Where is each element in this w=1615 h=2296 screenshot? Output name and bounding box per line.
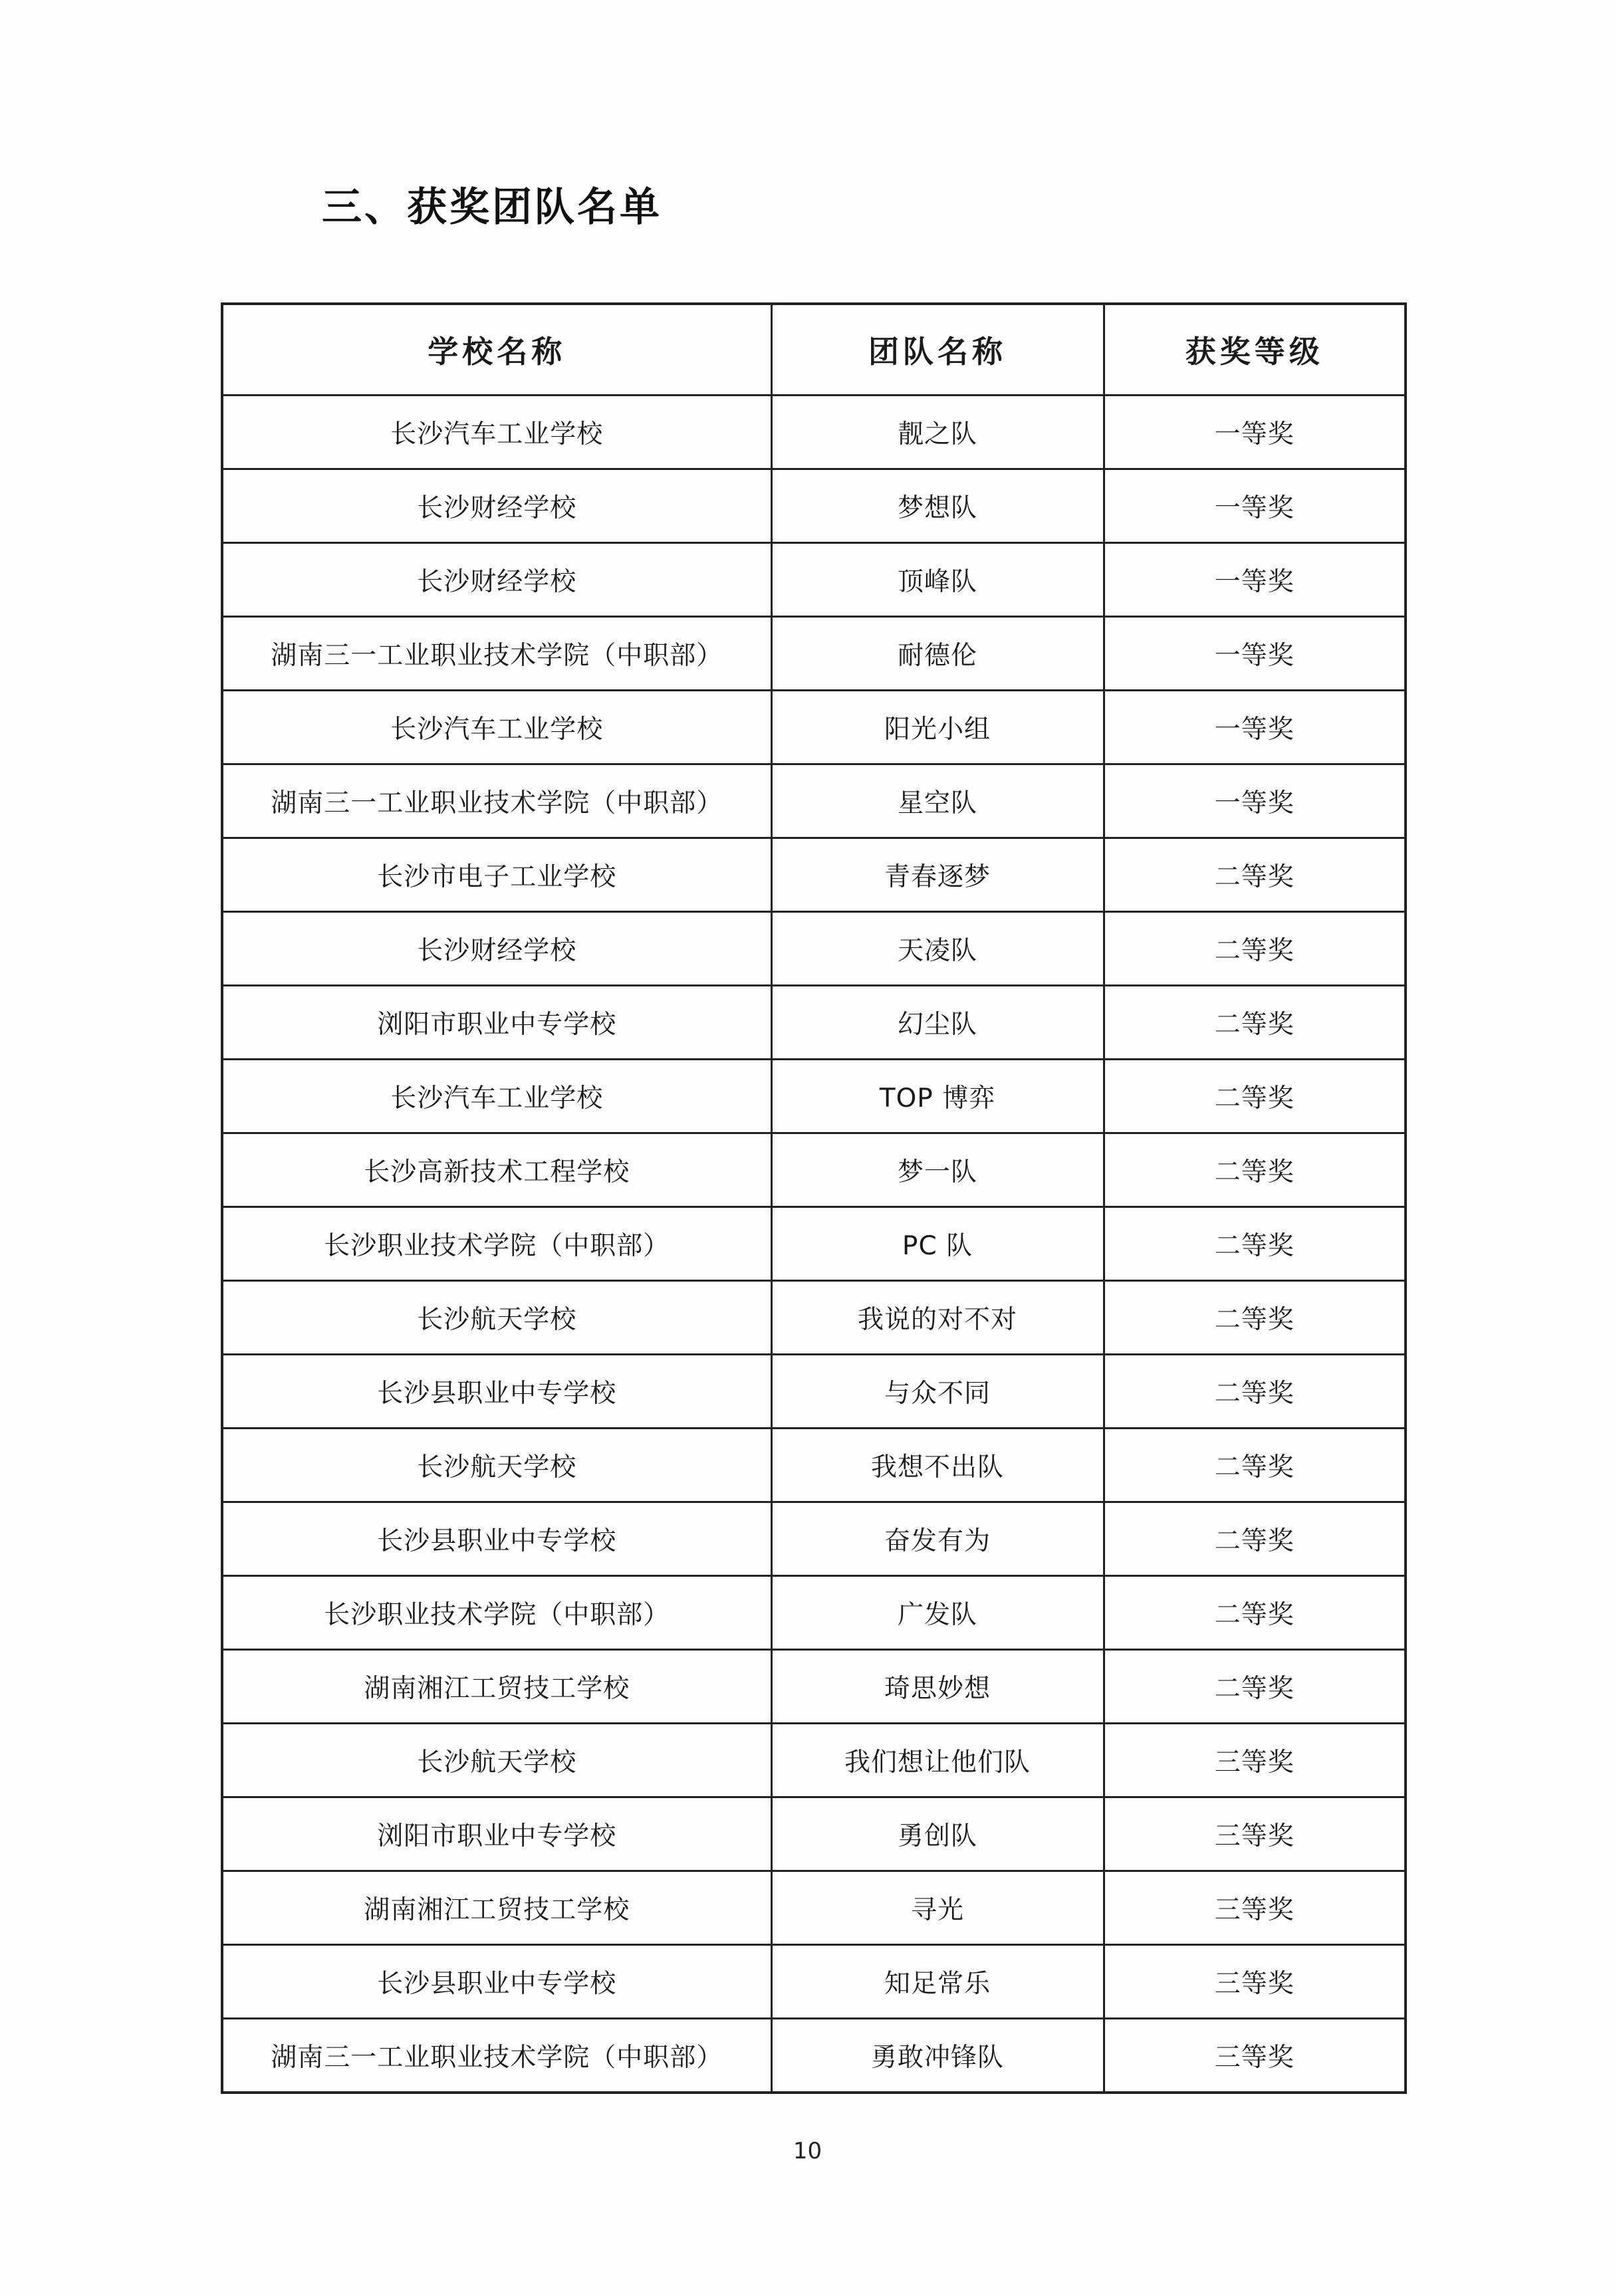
team-name-cell: 我说的对不对: [771, 1281, 1104, 1355]
team-name-cell: 梦想队: [771, 469, 1104, 543]
table-row: [222, 543, 1406, 617]
header-award-level: 获奖等级: [1104, 304, 1406, 396]
team-name-cell: PC 队: [771, 1207, 1104, 1281]
table-row: [222, 764, 1406, 838]
award-level-cell: 二等奖: [1104, 1133, 1406, 1207]
table-row: [222, 396, 1406, 469]
table-row: [222, 469, 1406, 543]
table-row: [222, 1650, 1406, 1724]
award-level-cell: 三等奖: [1104, 1797, 1406, 1871]
school-name-cell: 长沙高新技术工程学校: [222, 1133, 771, 1207]
table-row: [222, 1576, 1406, 1650]
award-level-cell: 二等奖: [1104, 1355, 1406, 1429]
award-level-cell: 二等奖: [1104, 1576, 1406, 1650]
team-name-cell: TOP 博弈: [771, 1060, 1104, 1133]
school-name-cell: 长沙财经学校: [222, 469, 771, 543]
table-row: [222, 1797, 1406, 1871]
award-level-cell: 二等奖: [1104, 1207, 1406, 1281]
table-row: [222, 617, 1406, 691]
award-level-cell: 一等奖: [1104, 617, 1406, 691]
table-row: [222, 1355, 1406, 1429]
team-name-cell: 顶峰队: [771, 543, 1104, 617]
school-name-cell: 长沙财经学校: [222, 912, 771, 986]
team-name-cell: 靓之队: [771, 396, 1104, 469]
table-body: [222, 396, 1406, 2093]
school-name-cell: 长沙县职业中专学校: [222, 1502, 771, 1576]
table-row: [222, 1133, 1406, 1207]
team-name-cell: 琦思妙想: [771, 1650, 1104, 1724]
table-row: [222, 2019, 1406, 2093]
table-row: [222, 1281, 1406, 1355]
table-row: [222, 1502, 1406, 1576]
award-level-cell: 二等奖: [1104, 1281, 1406, 1355]
team-name-cell: 天凌队: [771, 912, 1104, 986]
table-row: [222, 1429, 1406, 1502]
school-name-cell: 湖南三一工业职业技术学院（中职部）: [222, 2019, 771, 2093]
award-level-cell: 二等奖: [1104, 838, 1406, 912]
table-row: [222, 1871, 1406, 1945]
team-name-cell: 阳光小组: [771, 691, 1104, 764]
team-name-cell: 耐德伦: [771, 617, 1104, 691]
table-row: [222, 1724, 1406, 1797]
award-level-cell: 三等奖: [1104, 1724, 1406, 1797]
team-name-cell: 星空队: [771, 764, 1104, 838]
school-name-cell: 长沙职业技术学院（中职部）: [222, 1207, 771, 1281]
school-name-cell: 浏阳市职业中专学校: [222, 1797, 771, 1871]
award-level-cell: 一等奖: [1104, 764, 1406, 838]
team-name-cell: 奋发有为: [771, 1502, 1104, 1576]
award-level-cell: 二等奖: [1104, 1502, 1406, 1576]
table-header-row: [222, 304, 1406, 396]
award-level-cell: 三等奖: [1104, 2019, 1406, 2093]
school-name-cell: 长沙县职业中专学校: [222, 1945, 771, 2019]
school-name-cell: 长沙职业技术学院（中职部）: [222, 1576, 771, 1650]
table-row: [222, 691, 1406, 764]
school-name-cell: 长沙汽车工业学校: [222, 396, 771, 469]
header-team-name: 团队名称: [771, 304, 1104, 396]
school-name-cell: 长沙市电子工业学校: [222, 838, 771, 912]
table-row: [222, 1945, 1406, 2019]
school-name-cell: 长沙航天学校: [222, 1429, 771, 1502]
team-name-cell: 广发队: [771, 1576, 1104, 1650]
award-level-cell: 二等奖: [1104, 986, 1406, 1060]
table-row: [222, 1060, 1406, 1133]
award-level-cell: 三等奖: [1104, 1945, 1406, 2019]
award-level-cell: 二等奖: [1104, 912, 1406, 986]
school-name-cell: 长沙汽车工业学校: [222, 691, 771, 764]
team-name-cell: 梦一队: [771, 1133, 1104, 1207]
award-level-cell: 二等奖: [1104, 1650, 1406, 1724]
table-row: [222, 986, 1406, 1060]
school-name-cell: 湖南三一工业职业技术学院（中职部）: [222, 617, 771, 691]
team-name-cell: 我想不出队: [771, 1429, 1104, 1502]
team-name-cell: 幻尘队: [771, 986, 1104, 1060]
award-level-cell: 三等奖: [1104, 1871, 1406, 1945]
award-level-cell: 二等奖: [1104, 1060, 1406, 1133]
page-number: 10: [793, 2138, 822, 2164]
section-title: 三、获奖团队名单: [322, 184, 662, 231]
award-teams-table: [221, 302, 1407, 2094]
team-name-cell: 与众不同: [771, 1355, 1104, 1429]
table-row: [222, 838, 1406, 912]
table-row: [222, 1207, 1406, 1281]
award-level-cell: 二等奖: [1104, 1429, 1406, 1502]
award-level-cell: 一等奖: [1104, 396, 1406, 469]
school-name-cell: 湖南三一工业职业技术学院（中职部）: [222, 764, 771, 838]
school-name-cell: 长沙汽车工业学校: [222, 1060, 771, 1133]
team-name-cell: 青春逐梦: [771, 838, 1104, 912]
school-name-cell: 湖南湘江工贸技工学校: [222, 1871, 771, 1945]
award-level-cell: 一等奖: [1104, 691, 1406, 764]
team-name-cell: 勇创队: [771, 1797, 1104, 1871]
award-level-cell: 一等奖: [1104, 543, 1406, 617]
table-row: [222, 912, 1406, 986]
award-level-cell: 一等奖: [1104, 469, 1406, 543]
school-name-cell: 长沙航天学校: [222, 1724, 771, 1797]
team-name-cell: 寻光: [771, 1871, 1104, 1945]
school-name-cell: 长沙财经学校: [222, 543, 771, 617]
team-name-cell: 知足常乐: [771, 1945, 1104, 2019]
school-name-cell: 湖南湘江工贸技工学校: [222, 1650, 771, 1724]
team-name-cell: 我们想让他们队: [771, 1724, 1104, 1797]
header-school-name: 学校名称: [222, 304, 771, 396]
school-name-cell: 长沙航天学校: [222, 1281, 771, 1355]
school-name-cell: 长沙县职业中专学校: [222, 1355, 771, 1429]
team-name-cell: 勇敢冲锋队: [771, 2019, 1104, 2093]
school-name-cell: 浏阳市职业中专学校: [222, 986, 771, 1060]
